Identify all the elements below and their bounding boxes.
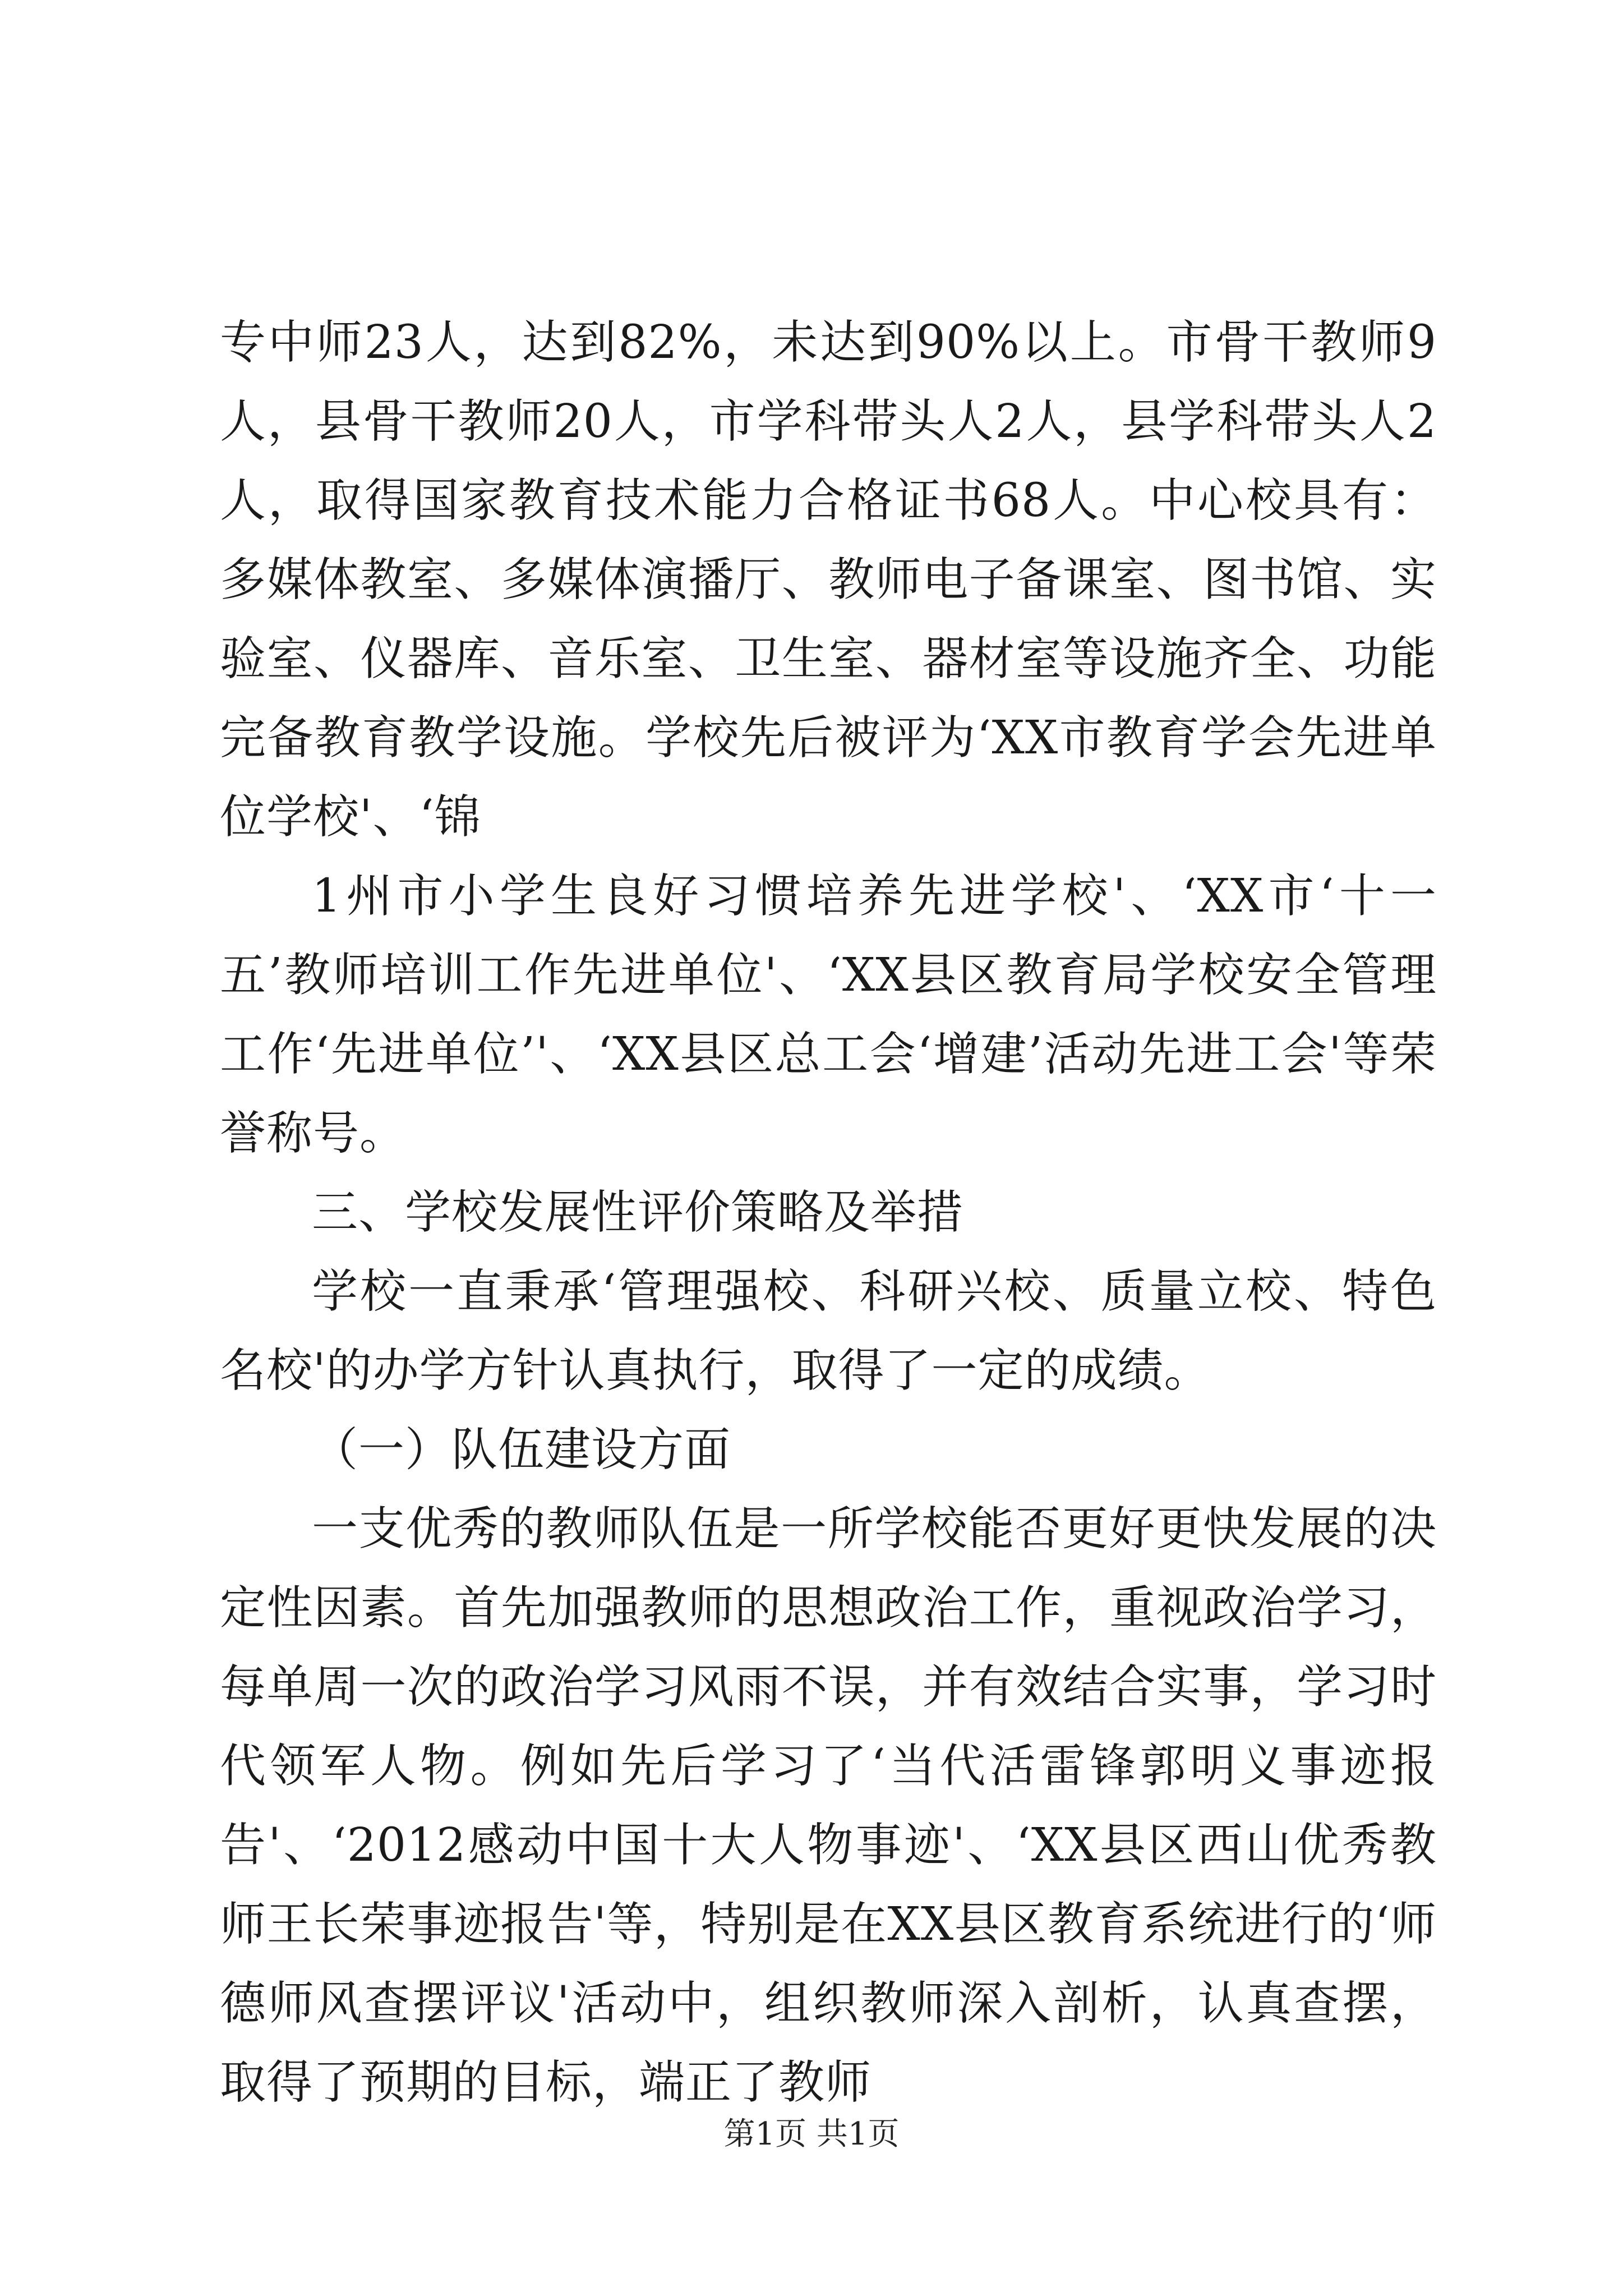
paragraph-school-motto: 学校一直秉承‘管理强校、科研兴校、质量立校、特色名校'的办学方针认真执行，取得了一定的成绩。 [220, 1265, 1437, 1397]
document-body [220, 303, 1437, 2122]
section-heading-evaluation-strategy: 三、学校发展性评价策略及举措 [312, 1186, 964, 1239]
subsection-heading-team-building: （一）队伍建设方面 [312, 1423, 731, 1476]
paragraph-honors: 1州市小学生良好习惯培养先进学校'、‘XX市‘十一五’教师培训工作先进单位'、‘XX县区教育局学校安全管理工作‘先进单位’'、‘XX县区总工会‘增建’活动先进工会'等荣誉称号。 [220, 869, 1437, 1160]
paragraph-teacher-team: 一支优秀的教师队伍是一所学校能否更好更快发展的决定性因素。首先加强教师的思想政治工作，重视政治学习，每单周一次的政治学习风雨不误，并有效结合实事，学习时代领军人物。例如先后学习了‘当代活雷锋郭明义事迹报告'、‘2012感动中国十大人物事迹'、‘XX县区西山优秀教师王长荣事迹报告'等，特别是在XX县区教育系统进行的‘师德师风查摆评议'活动中，组织教师深入剖析，认真查摆，取得了预期的目标，端正了教师 [220, 1502, 1437, 2109]
page-footer: 第1页 共1页 [723, 2116, 900, 2152]
paragraph-staff-and-facilities: 专中师23人，达到82%，未达到90%以上。市骨干教师9人，县骨干教师20人，市学科带头人2人，县学科带头人2人，取得国家教育技术能力合格证书68人。中心校具有：多媒体教室、多媒体演播厅、教师电子备课室、图书馆、实验室、仪器库、音乐室、卫生室、器材室等设施齐全、功能完备教育教学设施。学校先后被评为‘XX市教育学会先进单位学校'、‘锦 [220, 316, 1437, 844]
